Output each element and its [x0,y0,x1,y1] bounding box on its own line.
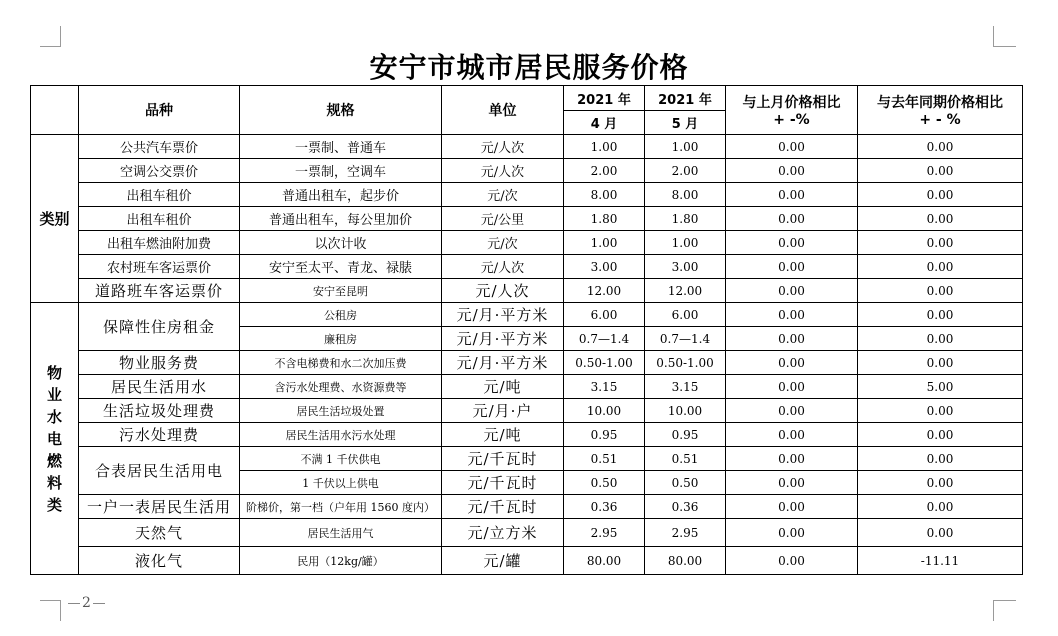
mom-change-cell: 0.00 [726,399,858,423]
may-price-cell: 8.00 [645,183,726,207]
unit-cell: 元/千瓦时 [442,447,564,471]
table-row [31,547,1023,575]
spec-cell: 安宁至太平、青龙、禄脿 [240,255,442,279]
item-cell: 物业服务费 [79,351,240,375]
crop-mark-top-right [993,26,1016,47]
item-cell: 出租车燃油附加费 [79,231,240,255]
yoy-change-cell: 0.00 [858,399,1023,423]
item-cell: 农村班车客运票价 [79,255,240,279]
item-cell: 合表居民生活用电 [79,447,240,495]
yoy-change-cell: 0.00 [858,447,1023,471]
category-utilities [31,303,79,575]
may-price-cell: 6.00 [645,303,726,327]
table-row [31,495,1023,519]
may-price-cell: 0.50 [645,471,726,495]
item-cell: 道路班车客运票价 [79,279,240,303]
unit-cell: 元/罐 [442,547,564,575]
header-unit: 单位 [442,86,564,135]
unit-cell: 元/次 [442,231,564,255]
yoy-change-cell: -11.11 [858,547,1023,575]
category-char: 物 [46,363,62,382]
table-row [31,183,1023,207]
unit-cell: 元/月·平方米 [442,351,564,375]
yoy-change-cell: 0.00 [858,183,1023,207]
header-may-year: 2021 年 [645,86,726,111]
may-price-cell: 0.50-1.00 [645,351,726,375]
yoy-change-cell: 0.00 [858,519,1023,547]
apr-price-cell: 6.00 [564,303,645,327]
unit-cell: 元/千瓦时 [442,495,564,519]
unit-cell: 元/千瓦时 [442,471,564,495]
apr-price-cell: 0.95 [564,423,645,447]
mom-change-cell: 0.00 [726,351,858,375]
mom-change-cell: 0.00 [726,159,858,183]
page-number: 2 [66,595,107,611]
table-row [31,207,1023,231]
mom-change-cell: 0.00 [726,519,858,547]
spec-cell: 居民生活用水污水处理 [240,423,442,447]
unit-cell: 元/人次 [442,135,564,159]
unit-cell: 元/吨 [442,423,564,447]
mom-change-cell: 0.00 [726,303,858,327]
item-cell: 污水处理费 [79,423,240,447]
unit-cell: 元/月·平方米 [442,303,564,327]
table-row [31,519,1023,547]
mom-change-cell: 0.00 [726,327,858,351]
yoy-change-cell: 0.00 [858,495,1023,519]
apr-price-cell: 1.00 [564,231,645,255]
table-row [31,303,1023,327]
mom-change-cell: 0.00 [726,471,858,495]
may-price-cell: 0.95 [645,423,726,447]
crop-mark-bottom-left [40,600,61,621]
unit-cell: 元/人次 [442,159,564,183]
item-cell: 出租车租价 [79,207,240,231]
apr-price-cell: 0.50 [564,471,645,495]
table-row [31,375,1023,399]
mom-change-cell: 0.00 [726,279,858,303]
unit-cell: 元/人次 [442,279,564,303]
may-price-cell: 2.95 [645,519,726,547]
item-cell: 保障性住房租金 [79,303,240,351]
yoy-change-cell: 0.00 [858,471,1023,495]
category-char: 电 [46,429,62,448]
apr-price-cell: 1.00 [564,135,645,159]
page-title: 安宁市城市居民服务价格 [369,51,689,84]
price-table [30,85,1023,575]
yoy-change-cell: 0.00 [858,231,1023,255]
apr-price-cell: 0.51 [564,447,645,471]
mom-change-cell: 0.00 [726,375,858,399]
unit-cell: 元/月·户 [442,399,564,423]
yoy-change-cell: 0.00 [858,351,1023,375]
may-price-cell: 0.36 [645,495,726,519]
spec-cell: 以次计收 [240,231,442,255]
yoy-change-cell: 0.00 [858,159,1023,183]
apr-price-cell: 0.7—1.4 [564,327,645,351]
may-price-cell: 1.80 [645,207,726,231]
may-price-cell: 2.00 [645,159,726,183]
spec-cell: 廉租房 [240,327,442,351]
mom-change-cell: 0.00 [726,255,858,279]
yoy-change-cell: 0.00 [858,255,1023,279]
unit-cell: 元/次 [442,183,564,207]
table-row [31,255,1023,279]
apr-price-cell: 2.95 [564,519,645,547]
unit-cell: 元/公里 [442,207,564,231]
apr-price-cell: 8.00 [564,183,645,207]
spec-cell: 不满 1 千伏供电 [240,447,442,471]
mom-change-cell: 0.00 [726,547,858,575]
table-row [31,423,1023,447]
unit-cell: 元/立方米 [442,519,564,547]
yoy-change-cell: 0.00 [858,303,1023,327]
may-price-cell: 0.7—1.4 [645,327,726,351]
apr-price-cell: 80.00 [564,547,645,575]
header-apr-month: 4 月 [564,111,645,135]
spec-cell: 一票制、普通车 [240,135,442,159]
may-price-cell: 3.00 [645,255,726,279]
unit-cell: 元/吨 [442,375,564,399]
spec-cell: 民用（12kg/罐） [240,547,442,575]
mom-change-cell: 0.00 [726,183,858,207]
spec-cell: 1 千伏以上供电 [240,471,442,495]
header-mom-line1: 与上月价格相比 [742,95,841,111]
yoy-change-cell: 0.00 [858,279,1023,303]
item-cell: 一户一表居民生活用 [79,495,240,519]
item-cell: 公共汽车票价 [79,135,240,159]
yoy-change-cell: 0.00 [858,207,1023,231]
header-mom [726,86,858,135]
spec-cell: 公租房 [240,303,442,327]
apr-price-cell: 2.00 [564,159,645,183]
apr-price-cell: 0.36 [564,495,645,519]
apr-price-cell: 10.00 [564,399,645,423]
category-char: 类 [46,495,62,514]
item-cell: 液化气 [79,547,240,575]
table-row [31,351,1023,375]
header-spec: 规格 [240,86,442,135]
mom-change-cell: 0.00 [726,495,858,519]
header-yoy [858,86,1023,135]
mom-change-cell: 0.00 [726,135,858,159]
mom-change-cell: 0.00 [726,447,858,471]
may-price-cell: 0.51 [645,447,726,471]
table-row [31,279,1023,303]
unit-cell: 元/人次 [442,255,564,279]
header-mom-line2: + -% [773,112,810,128]
spec-cell: 阶梯价，第一档（户年用 1560 度内） [240,495,442,519]
category-char: 水 [46,407,62,426]
mom-change-cell: 0.00 [726,423,858,447]
mom-change-cell: 0.00 [726,231,858,255]
spec-cell: 普通出租车，每公里加价 [240,207,442,231]
spec-cell: 安宁至昆明 [240,279,442,303]
category-transport: 类别 [31,135,79,303]
may-price-cell: 80.00 [645,547,726,575]
table-row [31,399,1023,423]
spec-cell: 普通出租车，起步价 [240,183,442,207]
item-cell: 天然气 [79,519,240,547]
spec-cell: 居民生活垃圾处置 [240,399,442,423]
table-row [31,135,1023,159]
apr-price-cell: 1.80 [564,207,645,231]
header-blank [31,86,79,135]
yoy-change-cell: 0.00 [858,423,1023,447]
table-row [31,447,1023,471]
spec-cell: 居民生活用气 [240,519,442,547]
may-price-cell: 3.15 [645,375,726,399]
category-char: 业 [46,385,62,404]
header-may-month: 5 月 [645,111,726,135]
apr-price-cell: 3.15 [564,375,645,399]
item-cell: 空调公交票价 [79,159,240,183]
may-price-cell: 1.00 [645,231,726,255]
table-row [31,231,1023,255]
may-price-cell: 10.00 [645,399,726,423]
unit-cell: 元/月·平方米 [442,327,564,351]
apr-price-cell: 0.50-1.00 [564,351,645,375]
header-yoy-line1: 与去年同期价格相比 [877,95,1003,111]
apr-price-cell: 12.00 [564,279,645,303]
header-apr-year: 2021 年 [564,86,645,111]
crop-mark-top-left [40,26,61,47]
yoy-change-cell: 5.00 [858,375,1023,399]
spec-cell: 不含电梯费和水二次加压费 [240,351,442,375]
category-char: 燃 [46,451,62,470]
may-price-cell: 1.00 [645,135,726,159]
item-cell: 出租车租价 [79,183,240,207]
mom-change-cell: 0.00 [726,207,858,231]
table-body [31,135,1023,575]
spec-cell: 一票制，空调车 [240,159,442,183]
header-yoy-line2: + - % [919,112,961,128]
table-row [31,159,1023,183]
category-char: 料 [46,473,62,492]
header-variety: 品种 [79,86,240,135]
yoy-change-cell: 0.00 [858,327,1023,351]
may-price-cell: 12.00 [645,279,726,303]
crop-mark-bottom-right [993,600,1016,621]
item-cell: 居民生活用水 [79,375,240,399]
item-cell: 生活垃圾处理费 [79,399,240,423]
apr-price-cell: 3.00 [564,255,645,279]
spec-cell: 含污水处理费、水资源费等 [240,375,442,399]
yoy-change-cell: 0.00 [858,135,1023,159]
